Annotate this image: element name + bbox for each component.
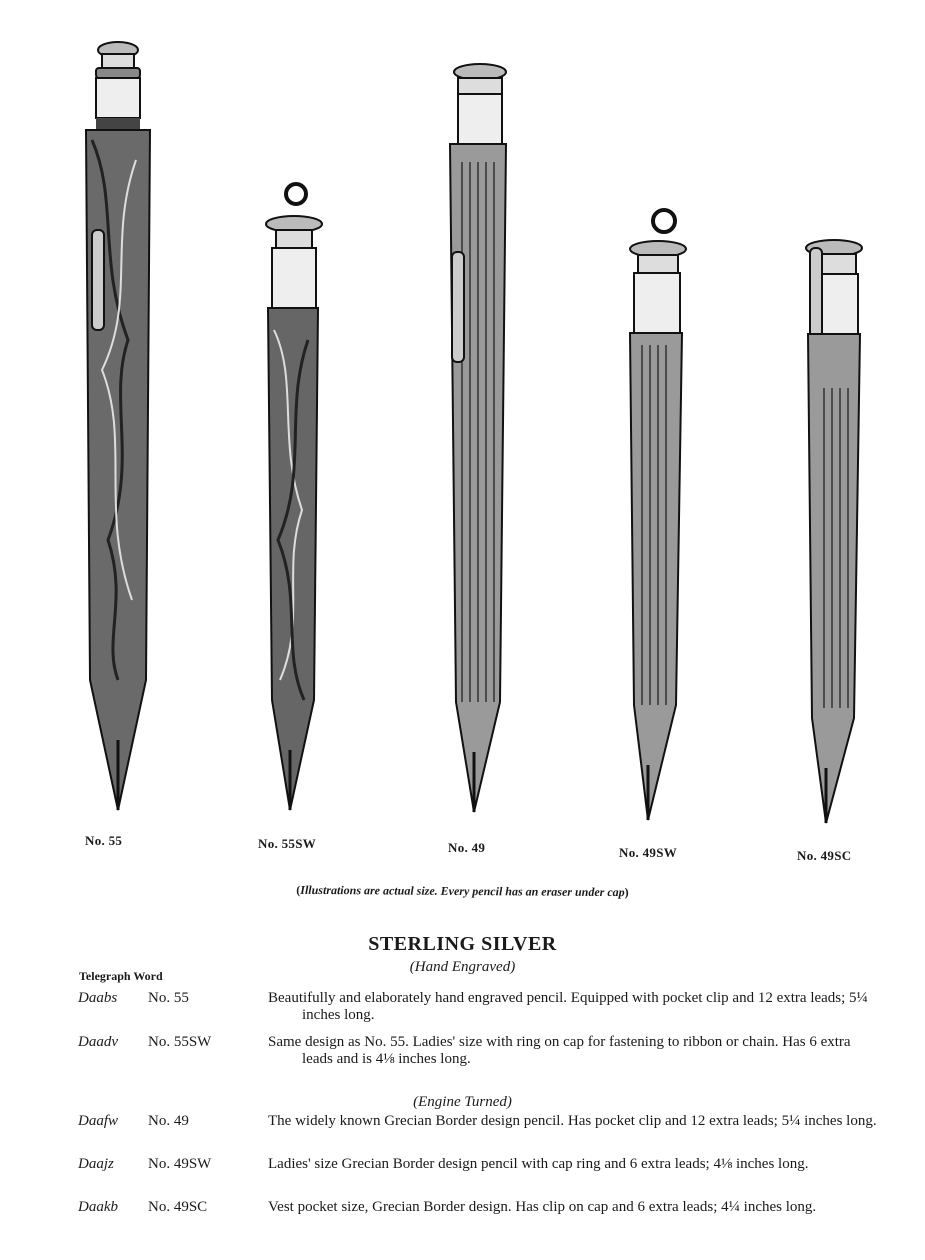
pencil-illustration-no-55sw (258, 180, 328, 820)
model-number: No. 55SW (148, 1034, 212, 1050)
model-number: No. 49SC (148, 1199, 208, 1215)
pencil-label-no-55: No. 55 (85, 833, 123, 848)
telegraph-word-header: Telegraph Word (79, 969, 163, 983)
telegraph-word: Daajz (78, 1156, 114, 1172)
catalog-entry (0, 1199, 925, 1239)
catalog-entry (0, 1113, 925, 1153)
illustration-caption (0, 881, 925, 902)
description: Beautifully and elaborately hand engraved pencil. Equipped with pocket clip and 12 extra leads; 5¼ inches long. (268, 990, 868, 1023)
description: The widely known Grecian Border design pencil. Has pocket clip and 12 extra leads; 5¼ inches long. (268, 1113, 877, 1129)
model-number: No. 49SW (148, 1156, 212, 1172)
model-number: No. 49 (148, 1113, 189, 1129)
pencil-label-no-49sc: No. 49SC (797, 848, 852, 863)
subheading-engine-turned: (Engine Turned) (413, 1094, 512, 1110)
catalog-entry (0, 1156, 925, 1196)
telegraph-word: Daabs (78, 990, 118, 1006)
pencil-illustration-no-49sc (800, 238, 870, 828)
catalog-entry (0, 1034, 925, 1074)
section-heading: STERLING SILVER (368, 933, 557, 955)
caption-text: Illustrations are actual size. Every pencil has an eraser under cap (300, 882, 625, 900)
description: Same design as No. 55. Ladies' size with ring on cap for fastening to ribbon or chain. Has 6 extra leads and is 4⅛ inches long. (268, 1034, 851, 1067)
pencil-illustration-no-55 (78, 40, 158, 815)
pencil-illustration-no-49 (440, 62, 520, 817)
pencil-label-no-49: No. 49 (448, 840, 486, 855)
description: Ladies' size Grecian Border design pencil with cap ring and 6 extra leads; 4⅛ inches long. (268, 1156, 809, 1172)
telegraph-word: Daadv (78, 1034, 118, 1050)
pencil-label-no-55sw: No. 55SW (258, 836, 317, 851)
pencil-illustration-no-49sw (620, 205, 690, 825)
model-number: No. 55 (148, 990, 189, 1006)
subheading-hand-engraved: (Hand Engraved) (409, 959, 516, 975)
description: Vest pocket size, Grecian Border design. Has clip on cap and 6 extra leads; 4¼ inches long. (268, 1199, 817, 1215)
pencil-label-no-49sw: No. 49SW (619, 845, 678, 860)
catalog-entry (0, 990, 925, 1030)
caption-open-paren: ( (296, 882, 301, 897)
telegraph-word: Daakb (78, 1199, 118, 1215)
caption-close-paren: ) (624, 885, 629, 900)
telegraph-word: Daafw (78, 1113, 119, 1129)
